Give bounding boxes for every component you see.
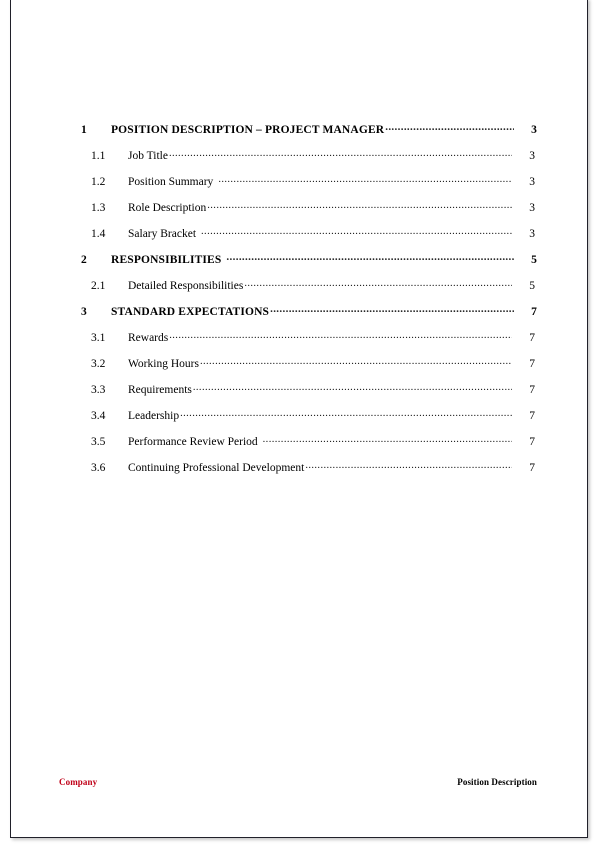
toc-dot-leader — [305, 459, 512, 471]
toc-dot-leader — [201, 225, 512, 237]
toc-entry-label: Detailed Responsibilities — [128, 279, 244, 292]
toc-entry-label: STANDARD EXPECTATIONS — [111, 305, 270, 318]
toc-dot-leader — [226, 251, 514, 263]
toc-entry[interactable] — [59, 225, 539, 251]
toc-entry-label: Working Hours — [128, 357, 199, 370]
toc-dot-leader — [169, 147, 512, 159]
toc-entry-page-number: 7 — [531, 305, 537, 318]
toc-entry[interactable] — [59, 251, 539, 277]
toc-entry-number: 1.3 — [91, 201, 106, 214]
toc-entry[interactable] — [59, 173, 539, 199]
toc-entry-page-number: 3 — [529, 227, 535, 240]
toc-entry-number: 2 — [81, 253, 87, 266]
table-of-contents — [59, 121, 539, 485]
toc-entry-page-number: 7 — [529, 409, 535, 422]
toc-entry-label: RESPONSIBILITIES — [111, 253, 222, 266]
toc-entry-label: Role Description — [128, 201, 207, 214]
toc-entry-label: POSITION DESCRIPTION – PROJECT MANAGER — [111, 123, 385, 136]
toc-entry-number: 1.1 — [91, 149, 106, 162]
toc-entry[interactable] — [59, 303, 539, 329]
toc-entry-number: 1.2 — [91, 175, 106, 188]
toc-entry-number: 3.4 — [91, 409, 106, 422]
toc-entry[interactable] — [59, 433, 539, 459]
toc-entry-number: 3.1 — [91, 331, 106, 344]
toc-dot-leader — [244, 277, 512, 289]
toc-entry-page-number: 5 — [531, 253, 537, 266]
toc-entry-label: Salary Bracket — [128, 227, 197, 240]
toc-entry-page-number: 3 — [529, 175, 535, 188]
toc-entry-number: 3.6 — [91, 461, 106, 474]
page-footer — [59, 777, 537, 787]
toc-entry-number: 2.1 — [91, 279, 106, 292]
toc-dot-leader — [270, 303, 514, 315]
toc-entry-label: Leadership — [128, 409, 180, 422]
toc-entry[interactable] — [59, 381, 539, 407]
toc-entry-number: 3.3 — [91, 383, 106, 396]
toc-dot-leader — [200, 355, 512, 367]
toc-entry[interactable] — [59, 277, 539, 303]
footer-company-label: Company — [59, 777, 98, 787]
toc-entry-number: 3.5 — [91, 435, 106, 448]
toc-entry-page-number: 7 — [529, 357, 535, 370]
toc-entry[interactable] — [59, 121, 539, 147]
toc-entry[interactable] — [59, 459, 539, 485]
toc-dot-leader — [385, 121, 514, 133]
toc-entry-number: 3 — [81, 305, 87, 318]
toc-dot-leader — [218, 173, 512, 185]
toc-entry-page-number: 5 — [529, 279, 535, 292]
toc-entry[interactable] — [59, 355, 539, 381]
toc-entry-page-number: 7 — [529, 331, 535, 344]
toc-entry-number: 1.4 — [91, 227, 106, 240]
toc-entry-label: Continuing Professional Development — [128, 461, 305, 474]
toc-entry[interactable] — [59, 199, 539, 225]
toc-entry[interactable] — [59, 147, 539, 173]
toc-dot-leader — [169, 329, 512, 341]
toc-entry-page-number: 3 — [529, 149, 535, 162]
toc-entry-number: 1 — [81, 123, 87, 136]
toc-entry-label: Job Title — [128, 149, 168, 162]
toc-entry-label: Rewards — [128, 331, 169, 344]
toc-dot-leader — [263, 433, 512, 445]
toc-entry[interactable] — [59, 329, 539, 355]
toc-dot-leader — [207, 199, 512, 211]
toc-entry-number: 3.2 — [91, 357, 106, 370]
toc-entry-page-number: 7 — [529, 461, 535, 474]
footer-document-title: Position Description — [457, 777, 537, 787]
toc-entry-label: Position Summary — [128, 175, 214, 188]
toc-entry-page-number: 7 — [529, 435, 535, 448]
toc-dot-leader — [180, 407, 512, 419]
toc-entry-page-number: 3 — [529, 201, 535, 214]
toc-entry-page-number: 3 — [531, 123, 537, 136]
toc-entry-label: Requirements — [128, 383, 192, 396]
document-page — [10, 0, 588, 838]
toc-entry[interactable] — [59, 407, 539, 433]
toc-dot-leader — [193, 381, 512, 393]
toc-entry-page-number: 7 — [529, 383, 535, 396]
toc-entry-label: Performance Review Period — [128, 435, 258, 448]
